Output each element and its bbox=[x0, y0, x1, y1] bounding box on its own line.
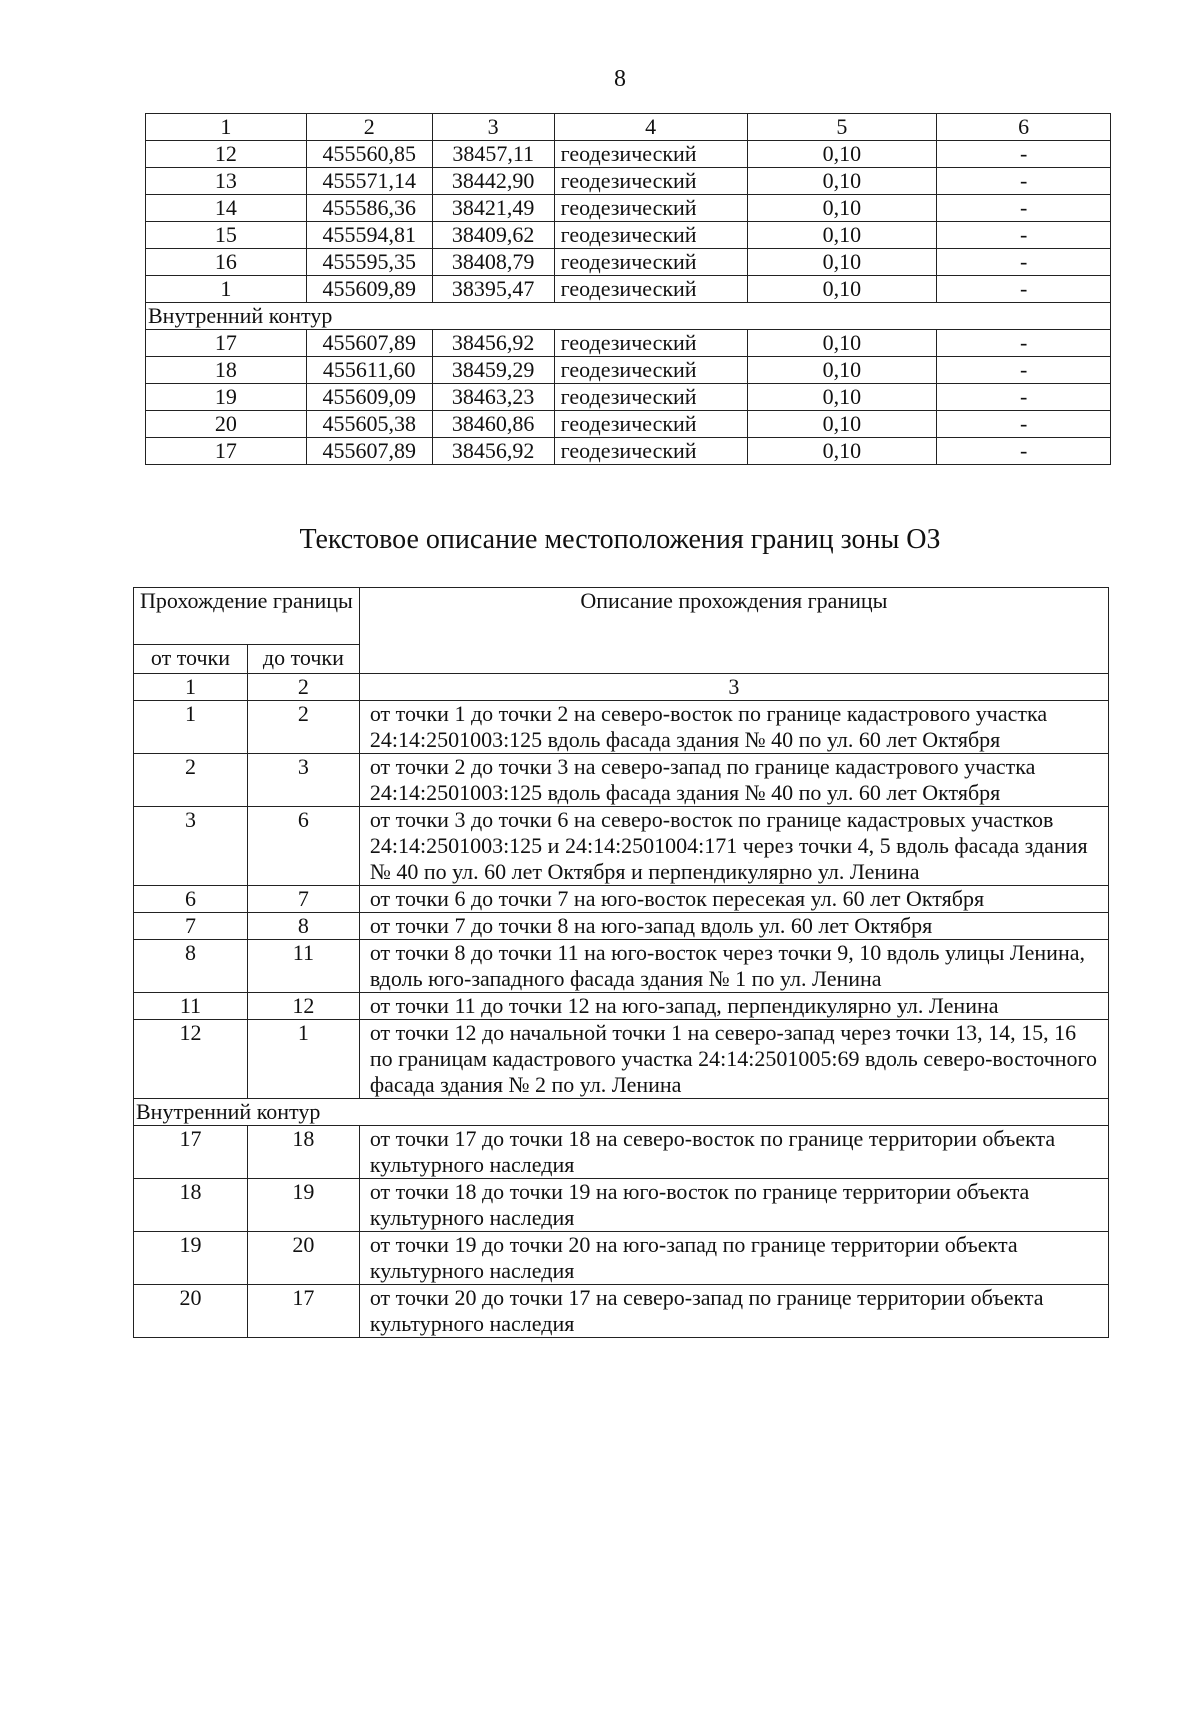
x-coordinate-cell: 455605,38 bbox=[306, 411, 432, 438]
note-cell: - bbox=[937, 411, 1111, 438]
description-cell: от точки 8 до точки 11 на юго-восток через точки 9, 10 вдоль улицы Ленина, вдоль юго-западного фасада здания № 1 по ул. Ленина bbox=[359, 940, 1108, 993]
x-coordinate-cell: 455560,85 bbox=[306, 141, 432, 168]
column-number: 1 bbox=[146, 114, 307, 141]
description-cell: от точки 12 до начальной точки 1 на северо-запад через точки 13, 14, 15, 16 по границам кадастрового участка 24:14:2501005:69 вдоль северо-восточного фасада здания № 2 по ул. Ленина bbox=[359, 1020, 1108, 1099]
to-point-cell: 12 bbox=[247, 993, 359, 1020]
accuracy-cell: 0,10 bbox=[747, 438, 937, 465]
table-row bbox=[146, 330, 1111, 357]
note-cell: - bbox=[937, 222, 1111, 249]
header-description: Описание прохождения границы bbox=[359, 588, 1108, 674]
from-point-cell: 2 bbox=[134, 754, 248, 807]
y-coordinate-cell: 38442,90 bbox=[432, 168, 554, 195]
accuracy-cell: 0,10 bbox=[747, 411, 937, 438]
column-number: 5 bbox=[747, 114, 937, 141]
table-header-row bbox=[146, 114, 1111, 141]
column-number: 3 bbox=[432, 114, 554, 141]
description-cell: от точки 20 до точки 17 на северо-запад по границе территории объекта культурного наследия bbox=[359, 1285, 1108, 1338]
column-numbering-row bbox=[134, 674, 1109, 701]
description-cell: от точки 11 до точки 12 на юго-запад, перпендикулярно ул. Ленина bbox=[359, 993, 1108, 1020]
header-boundary-passage: Прохождение границы bbox=[134, 588, 360, 645]
x-coordinate-cell: 455594,81 bbox=[306, 222, 432, 249]
section-title: Текстовое описание местоположения границ зоны ОЗ bbox=[299, 524, 941, 555]
y-coordinate-cell: 38463,23 bbox=[432, 384, 554, 411]
header-from-point: от точки bbox=[134, 645, 248, 674]
column-number: 2 bbox=[306, 114, 432, 141]
to-point-cell: 8 bbox=[247, 913, 359, 940]
from-point-cell: 11 bbox=[134, 993, 248, 1020]
description-cell: от точки 19 до точки 20 на юго-запад по границе территории объекта культурного наследия bbox=[359, 1232, 1108, 1285]
to-point-cell: 20 bbox=[247, 1232, 359, 1285]
y-coordinate-cell: 38460,86 bbox=[432, 411, 554, 438]
to-point-cell: 17 bbox=[247, 1285, 359, 1338]
y-coordinate-cell: 38457,11 bbox=[432, 141, 554, 168]
description-cell: от точки 2 до точки 3 на северо-запад по границе кадастрового участка 24:14:2501003:125 вдоль фасада здания № 40 по ул. 60 лет Октября bbox=[359, 754, 1108, 807]
from-point-cell: 6 bbox=[134, 886, 248, 913]
method-cell: геодезический bbox=[554, 168, 747, 195]
accuracy-cell: 0,10 bbox=[747, 168, 937, 195]
table-row bbox=[146, 357, 1111, 384]
method-cell: геодезический bbox=[554, 438, 747, 465]
from-point-cell: 18 bbox=[134, 1179, 248, 1232]
accuracy-cell: 0,10 bbox=[747, 330, 937, 357]
column-number: 1 bbox=[134, 674, 248, 701]
to-point-cell: 11 bbox=[247, 940, 359, 993]
description-cell: от точки 1 до точки 2 на северо-восток по границе кадастрового участка 24:14:2501003:125 вдоль фасада здания № 40 по ул. 60 лет Октября bbox=[359, 701, 1108, 754]
to-point-cell: 1 bbox=[247, 1020, 359, 1099]
point-number-cell: 14 bbox=[146, 195, 307, 222]
method-cell: геодезический bbox=[554, 384, 747, 411]
point-number-cell: 1 bbox=[146, 276, 307, 303]
method-cell: геодезический bbox=[554, 330, 747, 357]
from-point-cell: 8 bbox=[134, 940, 248, 993]
section-row bbox=[146, 303, 1111, 330]
table-row bbox=[146, 438, 1111, 465]
y-coordinate-cell: 38421,49 bbox=[432, 195, 554, 222]
table-row bbox=[146, 141, 1111, 168]
table-row bbox=[134, 1232, 1109, 1285]
to-point-cell: 19 bbox=[247, 1179, 359, 1232]
table-row bbox=[134, 1179, 1109, 1232]
x-coordinate-cell: 455607,89 bbox=[306, 438, 432, 465]
x-coordinate-cell: 455595,35 bbox=[306, 249, 432, 276]
table-header-row bbox=[134, 588, 1109, 645]
note-cell: - bbox=[937, 168, 1111, 195]
table-row bbox=[134, 701, 1109, 754]
description-cell: от точки 7 до точки 8 на юго-запад вдоль ул. 60 лет Октября bbox=[359, 913, 1108, 940]
method-cell: геодезический bbox=[554, 276, 747, 303]
x-coordinate-cell: 455571,14 bbox=[306, 168, 432, 195]
x-coordinate-cell: 455609,89 bbox=[306, 276, 432, 303]
point-number-cell: 13 bbox=[146, 168, 307, 195]
point-number-cell: 12 bbox=[146, 141, 307, 168]
y-coordinate-cell: 38395,47 bbox=[432, 276, 554, 303]
accuracy-cell: 0,10 bbox=[747, 249, 937, 276]
column-number: 3 bbox=[359, 674, 1108, 701]
table-row bbox=[134, 913, 1109, 940]
from-point-cell: 1 bbox=[134, 701, 248, 754]
note-cell: - bbox=[937, 249, 1111, 276]
section-row bbox=[134, 1099, 1109, 1126]
description-cell: от точки 18 до точки 19 на юго-восток по границе территории объекта культурного наследия bbox=[359, 1179, 1108, 1232]
method-cell: геодезический bbox=[554, 357, 747, 384]
note-cell: - bbox=[937, 276, 1111, 303]
method-cell: геодезический bbox=[554, 411, 747, 438]
table-row bbox=[134, 754, 1109, 807]
y-coordinate-cell: 38456,92 bbox=[432, 330, 554, 357]
accuracy-cell: 0,10 bbox=[747, 141, 937, 168]
y-coordinate-cell: 38409,62 bbox=[432, 222, 554, 249]
point-number-cell: 15 bbox=[146, 222, 307, 249]
point-number-cell: 19 bbox=[146, 384, 307, 411]
from-point-cell: 12 bbox=[134, 1020, 248, 1099]
section-label-inner-contour: Внутренний контур bbox=[146, 303, 1111, 330]
y-coordinate-cell: 38456,92 bbox=[432, 438, 554, 465]
x-coordinate-cell: 455609,09 bbox=[306, 384, 432, 411]
y-coordinate-cell: 38459,29 bbox=[432, 357, 554, 384]
accuracy-cell: 0,10 bbox=[747, 357, 937, 384]
column-number: 6 bbox=[937, 114, 1111, 141]
x-coordinate-cell: 455586,36 bbox=[306, 195, 432, 222]
x-coordinate-cell: 455611,60 bbox=[306, 357, 432, 384]
to-point-cell: 18 bbox=[247, 1126, 359, 1179]
page-number: 8 bbox=[614, 66, 626, 92]
from-point-cell: 19 bbox=[134, 1232, 248, 1285]
to-point-cell: 3 bbox=[247, 754, 359, 807]
method-cell: геодезический bbox=[554, 222, 747, 249]
table-row bbox=[146, 222, 1111, 249]
table-row bbox=[134, 940, 1109, 993]
note-cell: - bbox=[937, 195, 1111, 222]
description-cell: от точки 6 до точки 7 на юго-восток пересекая ул. 60 лет Октября bbox=[359, 886, 1108, 913]
column-number: 2 bbox=[247, 674, 359, 701]
point-number-cell: 17 bbox=[146, 438, 307, 465]
note-cell: - bbox=[937, 330, 1111, 357]
point-number-cell: 20 bbox=[146, 411, 307, 438]
from-point-cell: 20 bbox=[134, 1285, 248, 1338]
description-cell: от точки 17 до точки 18 на северо-восток по границе территории объекта культурного наследия bbox=[359, 1126, 1108, 1179]
point-number-cell: 16 bbox=[146, 249, 307, 276]
method-cell: геодезический bbox=[554, 141, 747, 168]
table-row bbox=[134, 1126, 1109, 1179]
from-point-cell: 7 bbox=[134, 913, 248, 940]
table-row bbox=[134, 886, 1109, 913]
table-row bbox=[134, 993, 1109, 1020]
description-cell: от точки 3 до точки 6 на северо-восток по границе кадастровых участков 24:14:2501003:125 и 24:14:2501004:171 через точки 4, 5 вдоль фасада здания № 40 по ул. 60 лет Октября и перпендикулярно ул. Ленина bbox=[359, 807, 1108, 886]
from-point-cell: 17 bbox=[134, 1126, 248, 1179]
accuracy-cell: 0,10 bbox=[747, 222, 937, 249]
to-point-cell: 6 bbox=[247, 807, 359, 886]
note-cell: - bbox=[937, 384, 1111, 411]
method-cell: геодезический bbox=[554, 249, 747, 276]
table-row bbox=[146, 249, 1111, 276]
table-row bbox=[146, 384, 1111, 411]
coordinates-table bbox=[145, 113, 1111, 465]
point-number-cell: 17 bbox=[146, 330, 307, 357]
table-row bbox=[134, 807, 1109, 886]
accuracy-cell: 0,10 bbox=[747, 276, 937, 303]
table-row bbox=[134, 1020, 1109, 1099]
note-cell: - bbox=[937, 357, 1111, 384]
from-point-cell: 3 bbox=[134, 807, 248, 886]
boundary-description-table bbox=[133, 587, 1109, 1338]
note-cell: - bbox=[937, 141, 1111, 168]
to-point-cell: 7 bbox=[247, 886, 359, 913]
table-row bbox=[134, 1285, 1109, 1338]
section-label-inner-contour: Внутренний контур bbox=[134, 1099, 1109, 1126]
note-cell: - bbox=[937, 438, 1111, 465]
table-row bbox=[146, 195, 1111, 222]
table-row bbox=[146, 168, 1111, 195]
column-number: 4 bbox=[554, 114, 747, 141]
method-cell: геодезический bbox=[554, 195, 747, 222]
x-coordinate-cell: 455607,89 bbox=[306, 330, 432, 357]
y-coordinate-cell: 38408,79 bbox=[432, 249, 554, 276]
header-to-point: до точки bbox=[247, 645, 359, 674]
point-number-cell: 18 bbox=[146, 357, 307, 384]
table-row bbox=[146, 411, 1111, 438]
to-point-cell: 2 bbox=[247, 701, 359, 754]
accuracy-cell: 0,10 bbox=[747, 195, 937, 222]
table-row bbox=[146, 276, 1111, 303]
accuracy-cell: 0,10 bbox=[747, 384, 937, 411]
